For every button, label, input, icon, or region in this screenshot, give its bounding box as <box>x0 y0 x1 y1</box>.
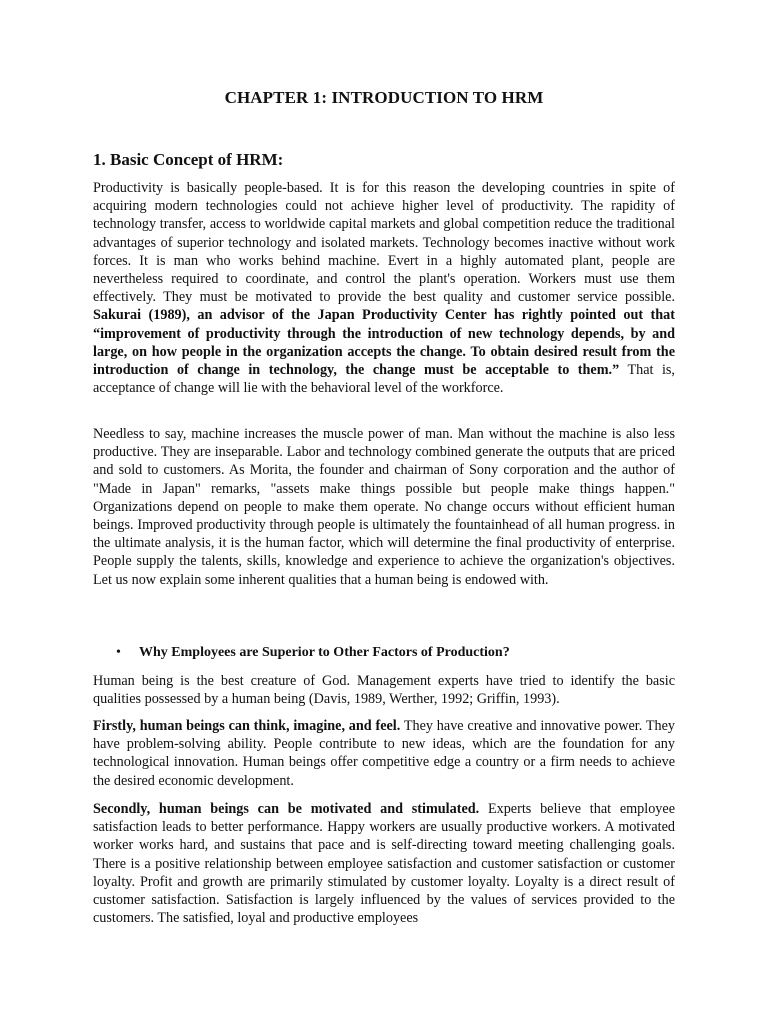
bullet-text: Why Employees are Superior to Other Factors of Production? <box>139 645 510 660</box>
bullet-icon: • <box>116 645 121 660</box>
paragraph-text: Productivity is basically people-based. It is for this reason the developing countries in spite of acquiring modern technologies could not achieve higher level of productivity. The rapidity of technology transfer, access to worldwide capital markets and global competition reduce the traditional advantages of superior technology and isolated markets. Technology becomes inactive without work forces. It is man who works behind machine. Evert in a highly automated plant, people are nevertheless required to coordinate, and control the plant's operation. Workers must use them effectively. They must be motivated to provide the best quality and customer service possible. <box>93 180 675 306</box>
paragraph-firstly <box>93 717 675 790</box>
paragraph-text: Experts believe that employee satisfaction leads to better performance. Happy workers are usually productive workers. A motivated worker works hard, and sustains that pace and is self-directing toward meeting challenging goals. There is a positive relationship between employee satisfaction and customer satisfaction or customer loyalty. Profit and growth are primarily stimulated by customer loyalty. Loyalty is a direct result of customer satisfaction. Satisfaction is largely influenced by the values of services provided to the customers. The satisfied, loyal and productive employees <box>93 801 675 927</box>
paragraph-bold-lead: Firstly, human beings can think, imagine, and feel. <box>93 718 401 734</box>
section-heading: 1. Basic Concept of HRM: <box>93 150 284 169</box>
paragraph-bold-lead: Secondly, human beings can be motivated and stimulated. <box>93 801 480 817</box>
paragraph-secondly <box>93 800 675 927</box>
paragraph-text: They have creative and innovative power. They have problem-solving ability. People contribute to new ideas, which are the foundation for any technological innovation. Human beings offer competitive edge a country or a firm needs to achieve the desired economic development. <box>93 718 675 789</box>
bullet-item <box>116 645 510 661</box>
paragraph-bold-quote: Sakurai (1989), an advisor of the Japan Productivity Center has rightly pointed out that “improvement of productivity through the introduction of new technology depends, by and large, on how people in the organization accepts the change. To obtain desired result from the introduction of change in technology, the change must be acceptable to them.” <box>93 307 675 379</box>
paragraph-human-being: Human being is the best creature of God. Management experts have tried to identify the basic qualities possessed by a human being (Davis, 1989, Werther, 1992; Griffin, 1993). <box>93 673 675 708</box>
paragraph-text: That is, acceptance of change will lie with the behavioral level of the workforce. <box>93 362 675 397</box>
paragraph-machine: Needless to say, machine increases the muscle power of man. Man without the machine is also less productive. They are inseparable. Labor and technology combined generate the outputs that are priced and sold to customers. As Morita, the founder and chairman of Sony corporation and the author of "Made in Japan" remarks, "assets make things possible but people make things happen." Organizations depend on people to make them operate. No change occurs without efficient human beings. Improved productivity through people is ultimately the fountainhead of all human progress. in the ultimate analysis, it is the human factor, which will determine the final productivity of enterprise. People supply the talents, skills, knowledge and experience to achieve the organization's objectives. Let us now explain some inherent qualities that a human being is endowed with. <box>93 426 675 588</box>
paragraph-productivity <box>93 179 675 397</box>
chapter-title: CHAPTER 1: INTRODUCTION TO HRM <box>224 88 544 107</box>
